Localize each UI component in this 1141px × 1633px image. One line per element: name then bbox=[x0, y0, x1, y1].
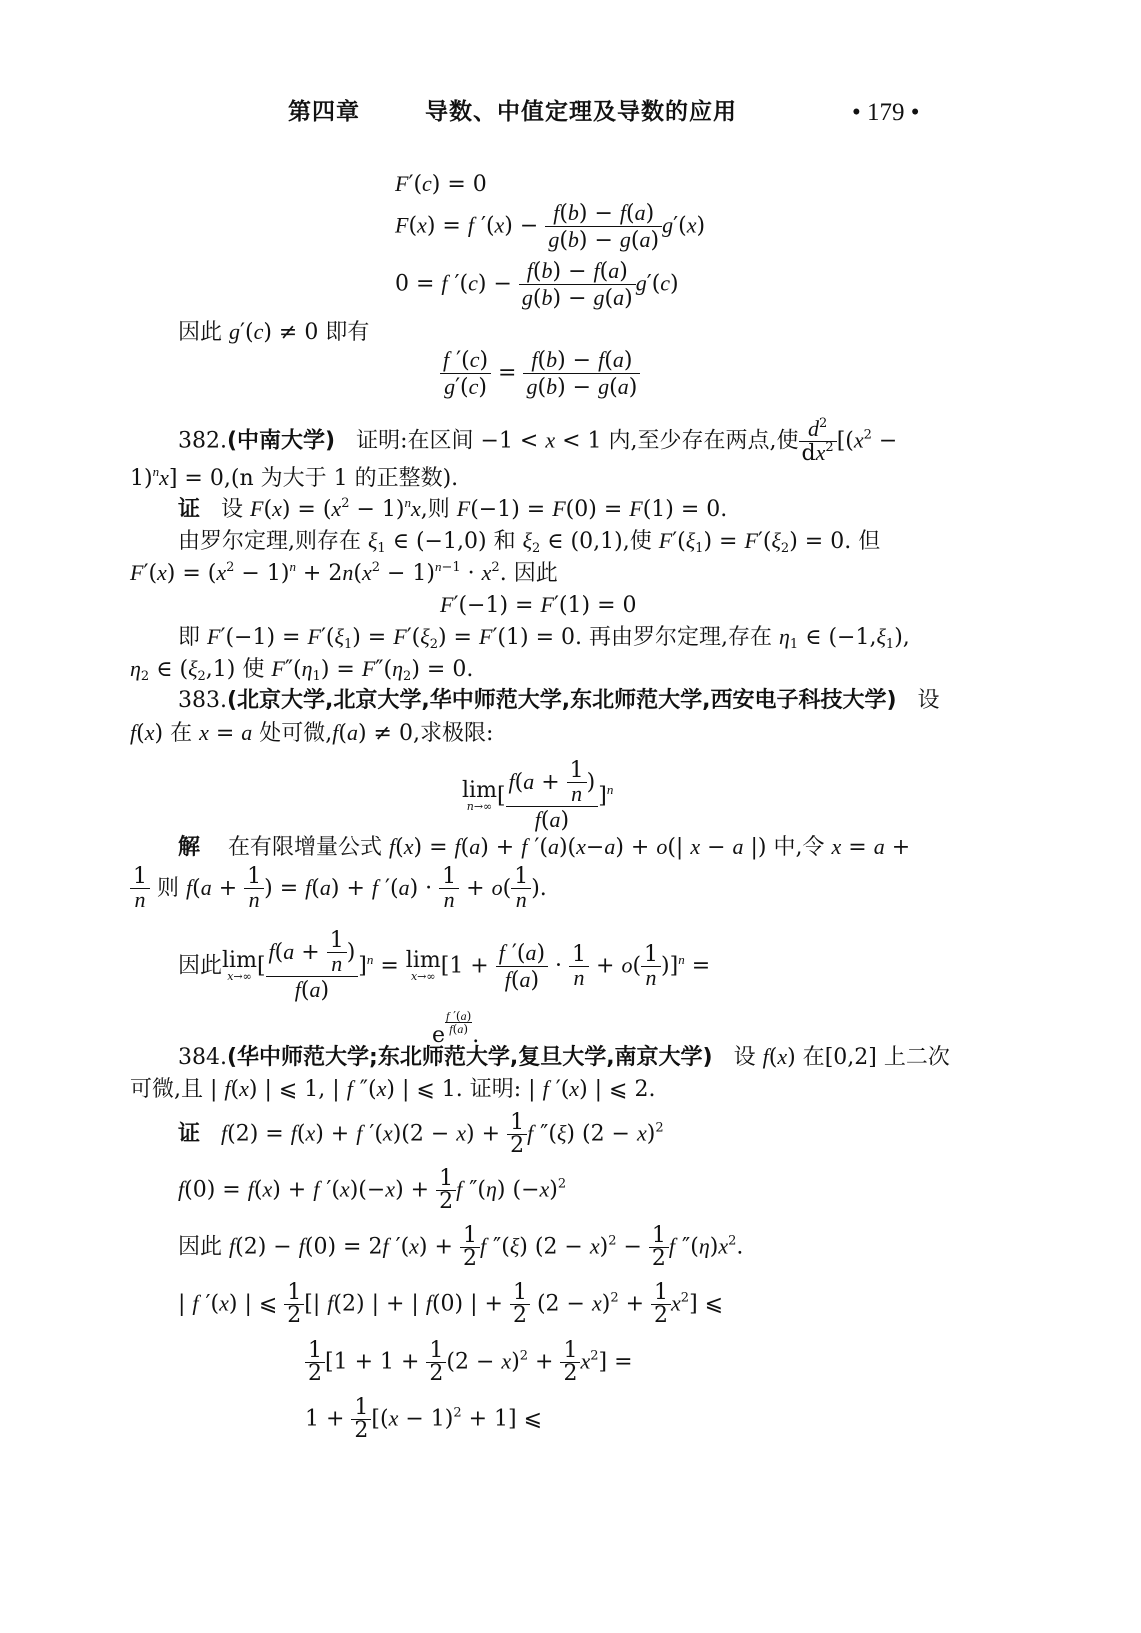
equation: F(x) = f ′(x) − $\frac{f(b) - f(a)}{g(b) - g(a)}$ g′(x) bbox=[395, 200, 706, 253]
text: 中,令 bbox=[773, 835, 825, 860]
chapter-title: 导数、中值定理及导数的应用 bbox=[425, 99, 737, 125]
text: 上二次 bbox=[883, 1045, 950, 1070]
problem-number: 383. bbox=[178, 688, 227, 713]
proof-label: 证 bbox=[178, 497, 201, 522]
paragraph: 由罗尔定理,则存在 $\xi_1$ ∈ (−1,0) 和 $\xi_2$ ∈ (0,1),使 $F'(\xi_1) = F'(\xi_2) = 0$. 但 bbox=[178, 528, 881, 556]
text: 处可微, bbox=[259, 721, 333, 746]
equation: F′(c) = 0 bbox=[395, 171, 487, 197]
text: 使 bbox=[242, 657, 265, 682]
problem-number: 382. bbox=[178, 428, 227, 454]
equation: $\frac{1}{2}$ [1 + 1 + $\frac{1}{2}$ $(2 - x)^2$ + $\frac{1}{2}$ $x^2$] = bbox=[305, 1340, 633, 1385]
paragraph: $\frac{1}{n}$ 则 f(a + $\frac{1}{n}$ ) = f(a) + f ′(a) · $\frac{1}{n}$ + o( $\frac{1}{n}$ ). bbox=[130, 866, 547, 912]
text: 因此 bbox=[178, 320, 223, 345]
text: 由罗尔定理,则存在 bbox=[178, 529, 361, 554]
text: 在 bbox=[802, 1045, 825, 1070]
text: 因此 bbox=[178, 1234, 223, 1260]
equation: 因此lim x→∞ [ f(a + $\frac{1}{n}$ ) f(a) ]$^n$ = lim x→∞ [1 + $\frac{f '(a)}{f(a)}$ · $\frac{1}{n}$ + o( $\frac{1}{n}$ )]$^n$ = bbox=[178, 928, 711, 1003]
equation: f(0) = f(x) + f ′(x)(−x) + $\frac{1}{2}$ f ″(η) $(-x)^2$ bbox=[178, 1166, 567, 1214]
page-number: • 179 • bbox=[852, 99, 920, 126]
problem-source: (华中师范大学;东北师范大学,复旦大学,南京大学) bbox=[226, 1045, 713, 1070]
text: 设 bbox=[917, 688, 940, 713]
text: 因此 bbox=[178, 953, 223, 979]
text: ,使 bbox=[622, 529, 652, 554]
problem-383 bbox=[178, 687, 940, 715]
text: 在有限增量公式 bbox=[228, 835, 383, 860]
equation: F′(−1) = F′(1) = 0 bbox=[440, 592, 637, 618]
paragraph: f(x) 在 x = a 处可微,f(a) ≠ 0,求极限: bbox=[130, 720, 494, 746]
equation: 0 = f ′(c) − $\frac{f(b) - f(a)}{g(b) - g(a)}$ g′(c) bbox=[395, 258, 679, 311]
paragraph: 解 在有限增量公式 f(x) = f(a) + f ′(a)(x−a) + o(| x − a |) 中,令 x = a + bbox=[178, 834, 911, 860]
problem-384: 384.(华中师范大学;东北师范大学,复旦大学,南京大学) 设 f(x) 在[0,2] 上二次 bbox=[178, 1044, 950, 1070]
equation: 1 + $\frac{1}{2}$ $[(x - 1)^2 + 1]$ ⩽ bbox=[305, 1395, 543, 1443]
paragraph: 可微,且 | f(x) | ⩽ 1, | f ″(x) | ⩽ 1. 证明: | f ′(x) | ⩽ 2. bbox=[130, 1076, 656, 1102]
text: . 再由罗尔定理,存在 bbox=[575, 625, 772, 650]
equation: e $\frac{f '(a)}{f(a)}$ . bbox=[432, 1008, 480, 1048]
solution-label: 解 bbox=[178, 835, 201, 860]
paragraph: $\eta_2$ ∈ $(\xi_2,1)$ 使 $F''(\eta_1) = F''(\eta_2) = 0$. bbox=[130, 656, 474, 684]
problem-382: 382.(中南大学) 证明:在区间 −1 < x < 1 内,至少存在两点,使 $\frac{d^2}{dx^2}$ [($x^2$ − bbox=[178, 416, 898, 466]
equation: $\frac{f '(c)}{g'(c)}$ = $\frac{f(b) - f(a)}{g(b) - g(a)}$ bbox=[440, 347, 640, 400]
text: . 证明: bbox=[455, 1077, 522, 1102]
problem-number: 384. bbox=[178, 1045, 227, 1070]
paragraph: 即 $F'(-1) = F'(\xi_1) = F'(\xi_2) = F'(1) = 0$. 再由罗尔定理,存在 $\eta_1$ ∈ $(-1,\xi_1)$, bbox=[178, 624, 910, 652]
text: 设 bbox=[733, 1045, 756, 1070]
text: ,则 bbox=[420, 497, 450, 522]
text: (n 为大于 1 的正整数). bbox=[230, 466, 459, 491]
text: . 但 bbox=[844, 529, 881, 554]
text: 设 bbox=[221, 497, 244, 522]
equation: lim n→∞ [ f(a + $\frac{1}{n}$ ) f(a) ]$^n$ bbox=[462, 758, 614, 833]
text: . 因此 bbox=[499, 561, 558, 586]
proof-label: 证 bbox=[178, 1121, 201, 1147]
paragraph: $F'(x) = (x^2 - 1)^n + 2n(x^2 - 1)^{n-1} \cdot x^2$. 因此 bbox=[130, 559, 558, 586]
text: 可微,且 bbox=[130, 1077, 203, 1102]
problem-source: (中南大学) bbox=[226, 428, 336, 454]
paragraph: 1)$^n$x] = 0,(n 为大于 1 的正整数). bbox=[130, 464, 459, 491]
text: 内,至少存在两点,使 bbox=[608, 428, 799, 454]
chapter-label: 第四章 bbox=[288, 99, 360, 125]
text: 证明:在区间 bbox=[356, 428, 474, 454]
text: 则 bbox=[157, 876, 180, 901]
text: 和 bbox=[493, 529, 516, 554]
equation: 证 f(2) = f(x) + f ′(x)(2 − x) + $\frac{1}{2}$ f ″(ξ) $(2 - x)^2$ bbox=[178, 1110, 664, 1158]
problem-source: (北京大学,北京大学,华中师范大学,东北师范大学,西安电子科技大学) bbox=[226, 688, 897, 713]
equation: | f ′(x) | ⩽ $\frac{1}{2}$ [| f(2) | + | f(0) | + $\frac{1}{2}$ $(2 - x)^2$ + $\frac{1}{2}$ $x^2$] ⩽ bbox=[178, 1280, 724, 1328]
paragraph: 因此 g′(c) ≠ 0 即有 bbox=[178, 319, 370, 345]
text: 即 bbox=[178, 625, 201, 650]
equation: 因此 f(2) − f(0) = 2f ′(x) + $\frac{1}{2}$ f ″(ξ) $(2 - x)^2$ − $\frac{1}{2}$ f $''(\eta)x^2$. bbox=[178, 1223, 744, 1271]
text: ,求极限: bbox=[412, 721, 494, 746]
paragraph: 证 设 $F(x) = (x^2 - 1)^nx$,则 F(−1) = F(0) = F(1) = 0. bbox=[178, 495, 728, 522]
text: 即有 bbox=[325, 320, 370, 345]
text: 在 bbox=[170, 721, 193, 746]
